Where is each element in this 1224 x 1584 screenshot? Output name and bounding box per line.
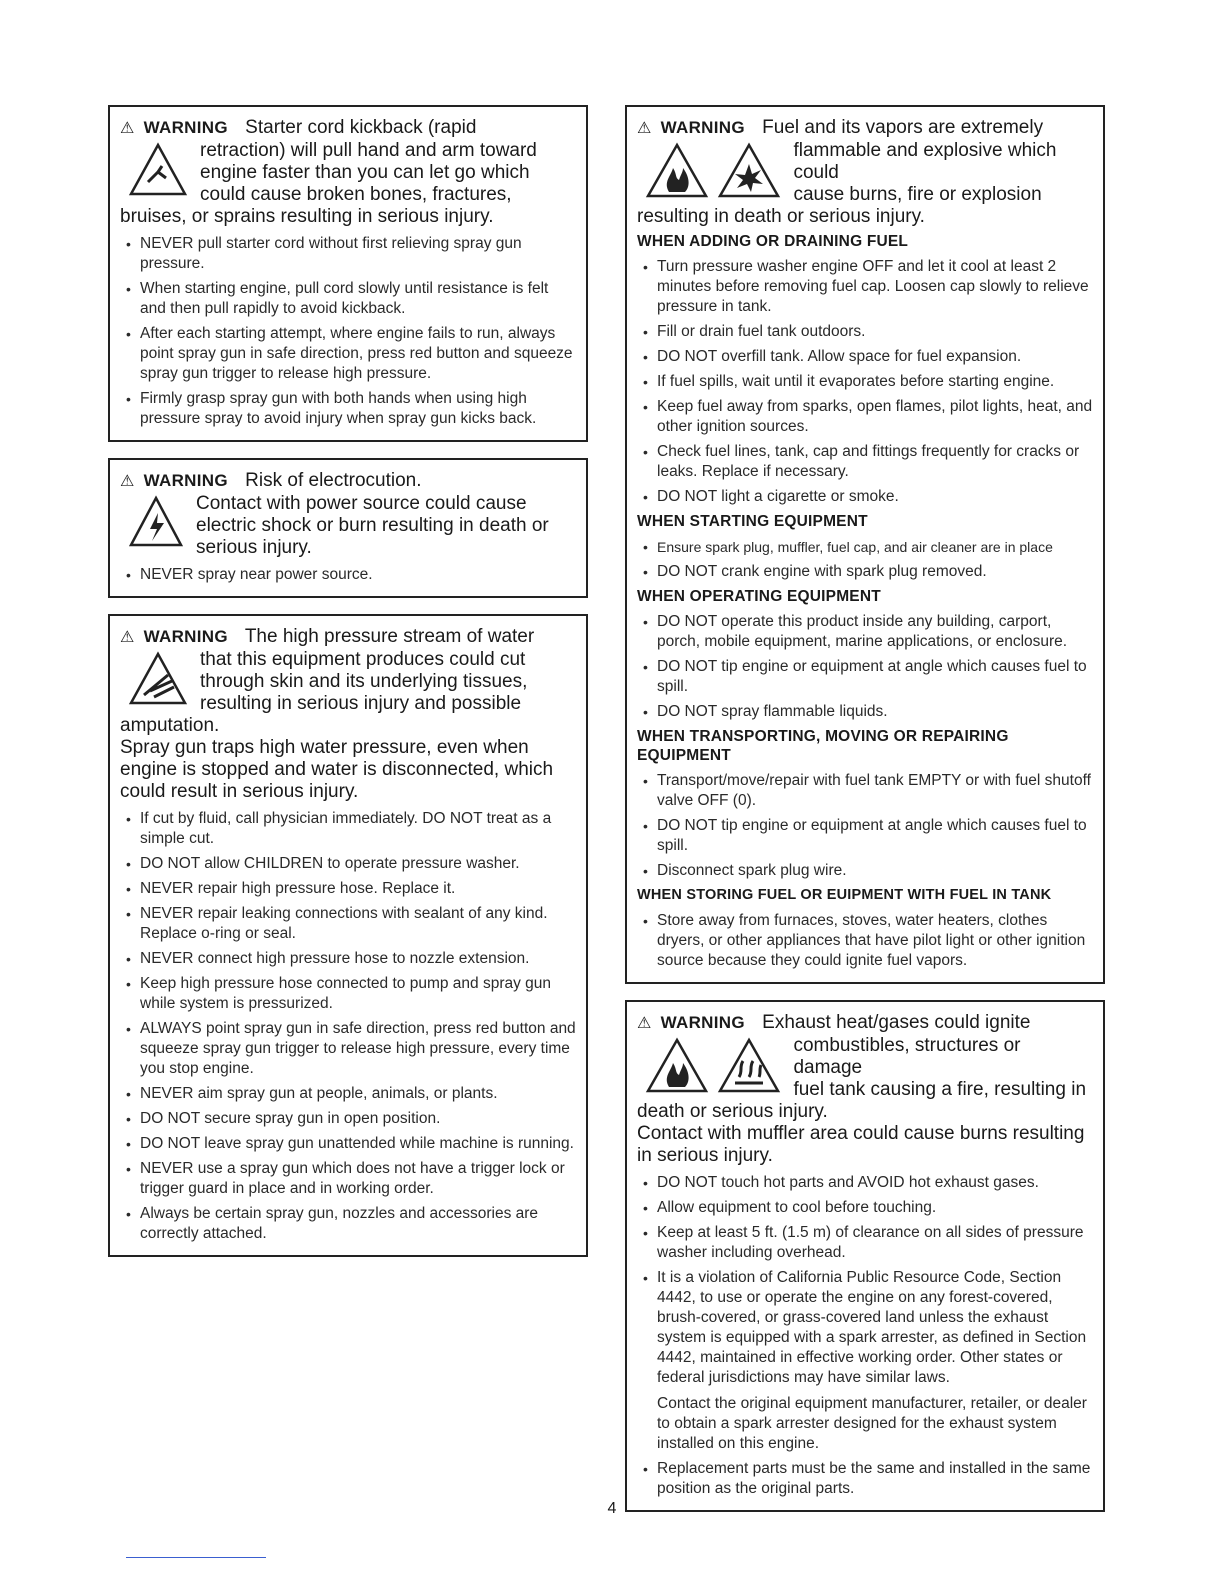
list-item: • NEVER use a spray gun which does not have a trigger lock or trigger guard in place and in working order. xyxy=(120,1159,576,1199)
list-item: • NEVER spray near power source. xyxy=(120,565,576,585)
warning-lead: Fuel and its vapors are extremely xyxy=(762,117,1044,138)
hazard-icons xyxy=(645,1037,785,1095)
warning-box-exhaust xyxy=(625,1000,1105,1512)
list-item: • DO NOT overfill tank. Allow space for fuel expansion. xyxy=(637,347,1093,367)
list-item: • DO NOT light a cigarette or smoke. xyxy=(637,487,1093,507)
warning-line: retraction) will pull hand and arm toward xyxy=(200,140,537,161)
bullet-list xyxy=(637,1173,1093,1499)
warning-lead: The high pressure stream of water xyxy=(244,626,535,647)
list-item: • After each starting attempt, where engine fails to run, always point spray gun in safe direction, press red button and squeeze spray gun trigger to release high pressure. xyxy=(120,324,576,384)
warning-heading xyxy=(120,626,576,649)
warning-line: Contact with power source could cause xyxy=(196,493,527,514)
list-item: • Always be certain spray gun, nozzles and accessories are correctly attached. xyxy=(120,1204,576,1244)
list-item: • If cut by fluid, call physician immediately. DO NOT treat as a simple cut. xyxy=(120,809,576,849)
warning-line: engine faster than you can let go which xyxy=(200,162,530,183)
alert-triangle-icon: ⚠ xyxy=(120,120,135,137)
hazard-icons xyxy=(128,651,192,707)
list-item: • If fuel spills, wait until it evaporates before starting engine. xyxy=(637,372,1093,392)
list-item: • Keep high pressure hose connected to pump and spray gun while system is pressurized. xyxy=(120,974,576,1014)
warning-line: fuel tank causing a fire, resulting in xyxy=(793,1079,1087,1100)
electric-shock-hazard-icon xyxy=(128,495,184,549)
warning-lead: Exhaust heat/gases could ignite xyxy=(762,1012,1031,1033)
section-heading: WHEN TRANSPORTING, MOVING OR REPAIRING EQUIPMENT xyxy=(637,728,1009,764)
warning-heading xyxy=(637,117,1093,140)
injection-hazard-icon xyxy=(128,651,188,707)
alert-triangle-icon: ⚠ xyxy=(120,473,135,490)
warning-box-high-pressure xyxy=(108,614,588,1257)
warning-line: electric shock or burn resulting in death or xyxy=(196,515,549,536)
warning-box-kickback xyxy=(108,105,588,442)
bullet-list xyxy=(637,257,1093,507)
warning-line: could cause broken bones, fractures, xyxy=(200,184,512,205)
list-item: • Fill or drain fuel tank outdoors. xyxy=(637,322,1093,342)
alert-triangle-icon: ⚠ xyxy=(637,120,652,137)
list-item: • Ensure spark plug, muffler, fuel cap, and air cleaner are in place xyxy=(637,537,1093,557)
list-item: • Turn pressure washer engine OFF and let it cool at least 2 minutes before removing fuel cap. Loosen cap slowly to relieve pressure in tank. xyxy=(637,257,1093,317)
list-item-continuation: Contact the original equipment manufacturer, retailer, or dealer to obtain a spark arrester designed for the exhaust system installed on this engine. xyxy=(657,1395,1087,1452)
warning-lines xyxy=(120,493,576,559)
hazard-icons xyxy=(128,495,188,549)
warning-heading xyxy=(120,117,576,140)
bullet-list xyxy=(637,537,1093,582)
warning-tail: bruises, or sprains resulting in serious injury. xyxy=(120,206,494,227)
signal-word: WARNING xyxy=(660,118,745,137)
footer-rule xyxy=(126,1557,266,1558)
list-item: • Keep fuel away from sparks, open flames, pilot lights, heat, and other ignition sources. xyxy=(637,397,1093,437)
left-column xyxy=(108,105,588,1273)
section-heading: WHEN STORING FUEL OR EUIPMENT WITH FUEL IN TANK xyxy=(637,887,1052,903)
signal-word: WARNING xyxy=(143,627,228,646)
warning-line: cause burns, fire or explosion xyxy=(793,184,1042,205)
warning-paragraph: Contact with muffler area could cause burns resulting in serious injury. xyxy=(637,1123,1085,1166)
section-heading: WHEN STARTING EQUIPMENT xyxy=(637,513,868,530)
list-item: • ALWAYS point spray gun in safe direction, press red button and squeeze spray gun trigger to release high pressure, every time you stop engine. xyxy=(120,1019,576,1079)
warning-line: combustibles, structures or damage xyxy=(793,1035,1021,1078)
bullet-list xyxy=(120,565,576,585)
warning-lead: Starter cord kickback (rapid xyxy=(245,117,477,138)
explosion-hazard-icon xyxy=(717,142,781,200)
warning-lead: Risk of electrocution. xyxy=(245,470,422,491)
list-item: • DO NOT spray flammable liquids. xyxy=(637,702,1093,722)
hazard-icons xyxy=(128,142,192,198)
warning-line: that this equipment produces could cut xyxy=(200,649,526,670)
fire-hazard-icon xyxy=(645,1037,709,1095)
list-item: • Allow equipment to cool before touching. xyxy=(637,1198,1093,1218)
list-item-text: It is a violation of California Public Resource Code, Section 4442, to use or operate the engine on any forest-covered, brush-covered, or grass-covered land unless the exhaust system is equipped with a spark arrester, as defined in Section 4442, maintained in effective working order. Other states or federal jurisdictions may have similar laws. xyxy=(657,1269,1087,1386)
list-item: • DO NOT leave spray gun unattended while machine is running. xyxy=(120,1134,576,1154)
right-column xyxy=(625,105,1105,1528)
list-item: • Disconnect spark plug wire. xyxy=(637,861,1093,881)
list-item: • Transport/move/repair with fuel tank EMPTY or with fuel shutoff valve OFF (0). xyxy=(637,771,1093,811)
list-item: • DO NOT crank engine with spark plug removed. xyxy=(637,562,1093,582)
kickback-hazard-icon xyxy=(128,142,188,198)
section-heading: WHEN OPERATING EQUIPMENT xyxy=(637,588,881,605)
alert-triangle-icon: ⚠ xyxy=(637,1015,652,1032)
warning-heading xyxy=(120,470,576,493)
list-item: • When starting engine, pull cord slowly until resistance is felt and then pull rapidly to avoid kickback. xyxy=(120,279,576,319)
bullet-list xyxy=(637,612,1093,722)
list-item: • DO NOT operate this product inside any building, carport, porch, mobile equipment, marine applications, or enclosure. xyxy=(637,612,1093,652)
list-item: • Keep at least 5 ft. (1.5 m) of clearance on all sides of pressure washer including overhead. xyxy=(637,1223,1093,1263)
list-item: • NEVER repair high pressure hose. Replace it. xyxy=(120,879,576,899)
bullet-list xyxy=(120,234,576,429)
list-item: • DO NOT allow CHILDREN to operate pressure washer. xyxy=(120,854,576,874)
warning-box-electrocution xyxy=(108,458,588,598)
list-item: • DO NOT secure spray gun in open position. xyxy=(120,1109,576,1129)
alert-triangle-icon: ⚠ xyxy=(120,629,135,646)
warning-heading xyxy=(637,1012,1093,1035)
list-item: • DO NOT tip engine or equipment at angle which causes fuel to spill. xyxy=(637,816,1093,856)
section-heading: WHEN ADDING OR DRAINING FUEL xyxy=(637,233,909,250)
list-item: • NEVER repair leaking connections with sealant of any kind. Replace o-ring or seal. xyxy=(120,904,576,944)
signal-word: WARNING xyxy=(143,118,228,137)
warning-line: death or serious injury. xyxy=(637,1101,828,1122)
bullet-list xyxy=(637,911,1093,971)
warning-line: flammable and explosive which could xyxy=(793,140,1057,183)
list-item: • DO NOT touch hot parts and AVOID hot exhaust gases. xyxy=(637,1173,1093,1193)
list-item: • DO NOT tip engine or equipment at angle which causes fuel to spill. xyxy=(637,657,1093,697)
hot-surface-hazard-icon xyxy=(717,1037,781,1095)
list-item: • Store away from furnaces, stoves, water heaters, clothes dryers, or other appliances that have pilot light or other ignition source because they could ignite fuel vapors. xyxy=(637,911,1093,971)
fire-hazard-icon xyxy=(645,142,709,200)
list-item: • NEVER aim spray gun at people, animals, or plants. xyxy=(120,1084,576,1104)
list-item: • Check fuel lines, tank, cap and fittings frequently for cracks or leaks. Replace if necessary. xyxy=(637,442,1093,482)
warning-tail: amputation. xyxy=(120,715,220,736)
list-item: • NEVER pull starter cord without first relieving spray gun pressure. xyxy=(120,234,576,274)
warning-paragraph: Spray gun traps high water pressure, even when engine is stopped and water is disconnected, which could result in serious injury. xyxy=(120,737,554,802)
warning-line: through skin and its underlying tissues, xyxy=(200,671,528,692)
list-item: • Firmly grasp spray gun with both hands when using high pressure spray to avoid injury when spray gun kicks back. xyxy=(120,389,576,429)
bullet-list xyxy=(637,771,1093,881)
page-number: 4 xyxy=(607,1500,617,1517)
warning-line: serious injury. xyxy=(196,537,312,558)
signal-word: WARNING xyxy=(143,471,228,490)
bullet-list xyxy=(120,809,576,1244)
hazard-icons xyxy=(645,142,785,200)
warning-line: resulting in death or serious injury. xyxy=(637,206,925,227)
warning-box-fuel xyxy=(625,105,1105,984)
warning-line: resulting in serious injury and possible xyxy=(200,693,522,714)
list-item: • Replacement parts must be the same and installed in the same position as the original parts. xyxy=(637,1459,1093,1499)
signal-word: WARNING xyxy=(660,1013,745,1032)
list-item: • NEVER connect high pressure hose to nozzle extension. xyxy=(120,949,576,969)
list-item xyxy=(637,1268,1093,1454)
